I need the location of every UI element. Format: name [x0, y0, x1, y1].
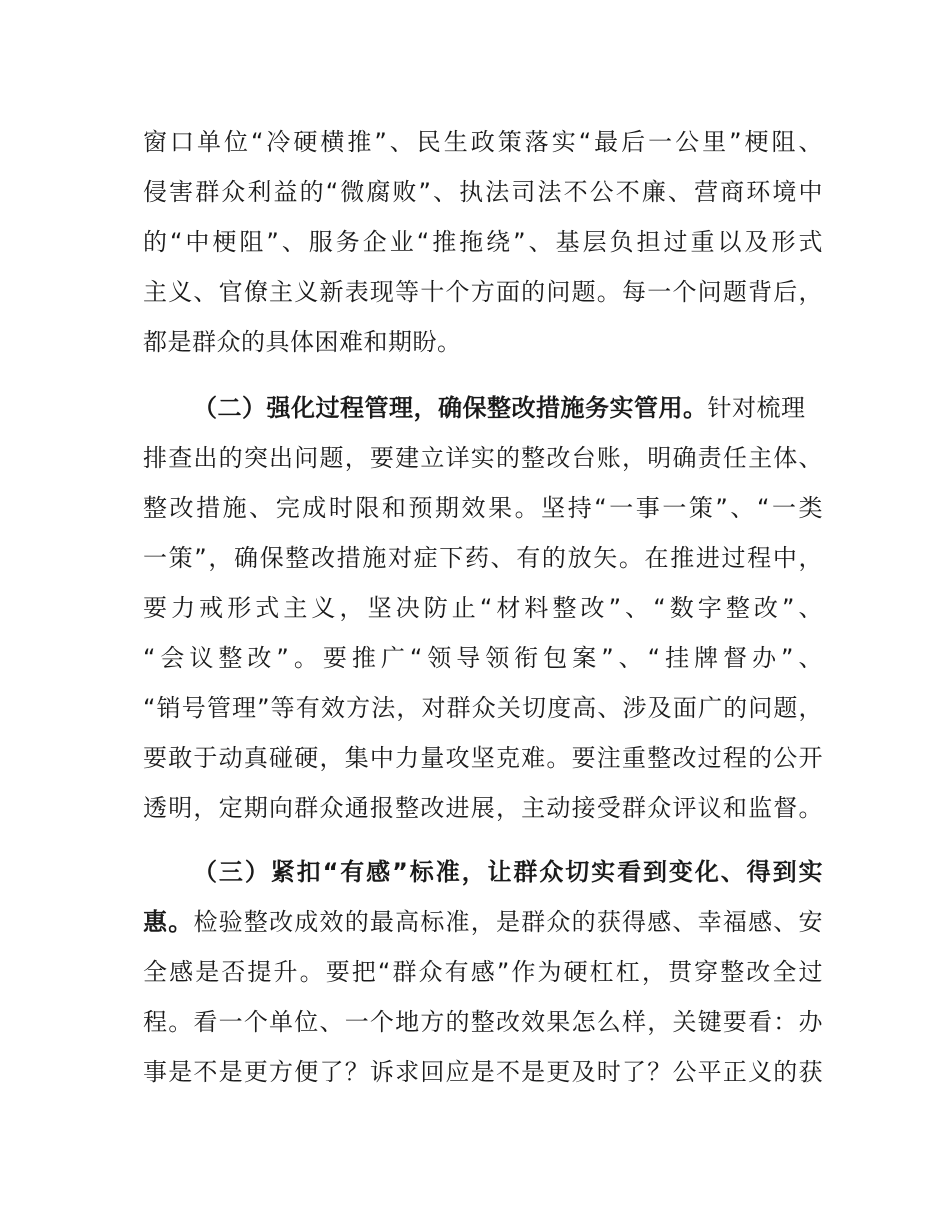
paragraph-line: 要敢于动真碰硬，集中力量攻坚克难。要注重整改过程的公开 [143, 744, 823, 772]
paragraph-line: 透明，定期向群众通报整改进展，主动接受群众评议和监督。 [143, 794, 823, 822]
paragraph-line: 程。看一个单位、一个地方的整改效果怎么样，关键要看：办 [143, 1008, 823, 1036]
paragraph-line: 排查出的突出问题，要建立详实的整改台账，明确责任主体、 [143, 444, 823, 472]
paragraph-line: 主义、官僚主义新表现等十个方面的问题。每一个问题背后， [143, 278, 823, 306]
section-heading-line [143, 902, 823, 942]
paragraph-line: 一策”，确保整改措施对症下药、有的放矢。在推进过程中， [143, 544, 823, 572]
paragraph-line: 全感是否提升。要把“群众有感”作为硬杠杠，贯穿整改全过 [143, 958, 823, 986]
section-heading-line [193, 388, 823, 428]
paragraph-line: 要力戒形式主义，坚决防止“材料整改”、“数字整改”、 [143, 594, 823, 622]
paragraph-line: “销号管理”等有效方法，对群众关切度高、涉及面广的问题， [143, 694, 823, 722]
paragraph-line: 整改措施、完成时限和预期效果。坚持“一事一策”、“一类 [143, 494, 823, 522]
paragraph-line: 都是群众的具体困难和期盼。 [143, 328, 462, 356]
paragraph-text: 检验整改成效的最高标准，是群众的获得感、幸福感、安 [193, 908, 823, 936]
paragraph-line: 的“中梗阻”、服务企业“推拖绕”、基层负担过重以及形式 [143, 228, 823, 256]
paragraph-line: “会议整改”。要推广“领导领衔包案”、“挂牌督办”、 [143, 644, 823, 672]
section-heading: （三）紧扣“有感”标准，让群众切实看到变化、得到实 [193, 858, 823, 886]
paragraph-line: 窗口单位“冷硬横推”、民生政策落实“最后一公里”梗阻、 [143, 128, 823, 156]
paragraph-line: 事是不是更方便了？诉求回应是不是更及时了？公平正义的获 [143, 1058, 823, 1086]
paragraph-line: 侵害群众利益的“微腐败”、执法司法不公不廉、营商环境中 [143, 178, 823, 206]
section-heading: （二）强化过程管理，确保整改措施务实管用。 [193, 394, 708, 422]
paragraph-text: 针对梳理 [707, 394, 806, 422]
section-heading-end: 惠。 [143, 908, 194, 936]
